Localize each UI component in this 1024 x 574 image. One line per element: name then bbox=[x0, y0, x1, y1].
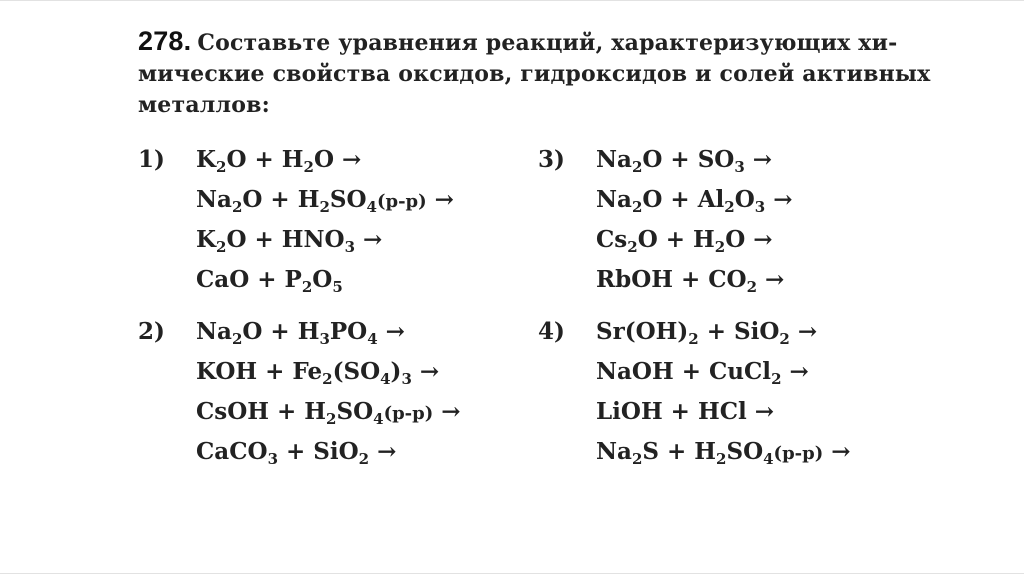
equation: NaOH + CuCl$_2$ → bbox=[596, 358, 809, 388]
equation-list bbox=[596, 312, 851, 472]
equation: CsOH + $H_2SO_4(р-р)$ → bbox=[196, 398, 461, 428]
solution-condition: (р-р) bbox=[383, 403, 434, 424]
equation: RbOH + $CO_2$ → bbox=[596, 266, 785, 296]
task-number: 278. bbox=[138, 26, 192, 56]
equation: CaCO$_3$ + SiO$_2$ → bbox=[196, 438, 397, 468]
equation-list bbox=[196, 312, 461, 472]
equation-groups bbox=[138, 140, 938, 480]
group-label: 2) bbox=[138, 318, 165, 345]
group-label: 1) bbox=[138, 146, 165, 173]
equation: $K_2O + H_2O$ → bbox=[196, 146, 362, 176]
group-label: 3) bbox=[538, 146, 565, 173]
equation: KOH + $Fe_2(SO_4)_3$ → bbox=[196, 358, 440, 388]
solution-condition: (р-р) bbox=[773, 443, 824, 464]
equation: LiOH + HCl → bbox=[596, 398, 775, 425]
equation: $Na_2O + Al_2O_3$ → bbox=[596, 186, 793, 216]
equation: $Na_2O + H_2SO_4(р-р)$ → bbox=[196, 186, 454, 216]
equation-list bbox=[196, 140, 454, 300]
solution-condition: (р-р) bbox=[376, 191, 427, 212]
equation-list bbox=[596, 140, 792, 300]
equation: CaO + $P_2O_5$ bbox=[196, 266, 343, 296]
equation: $Cs_2O + H_2O$ → bbox=[596, 226, 773, 256]
equation: $Na_2S + H_2SO_4(р-р)$ → bbox=[596, 438, 851, 468]
group-label: 4) bbox=[538, 318, 565, 345]
equation: $Na_2O + SO_3$ → bbox=[596, 146, 773, 176]
equation: $Sr(OH)_2 + SiO_2$ → bbox=[596, 318, 818, 348]
task-header bbox=[138, 26, 958, 120]
equation: $K_2O + HNO_3$ → bbox=[196, 226, 383, 256]
task-text: Составьте уравнения реакций, характеризующих хи-мические свойства оксидов, гидроксидов и солей активных металлов: bbox=[138, 30, 931, 118]
equation: $Na_2O + H_3PO_4$ → bbox=[196, 318, 405, 348]
task-block bbox=[138, 26, 958, 120]
